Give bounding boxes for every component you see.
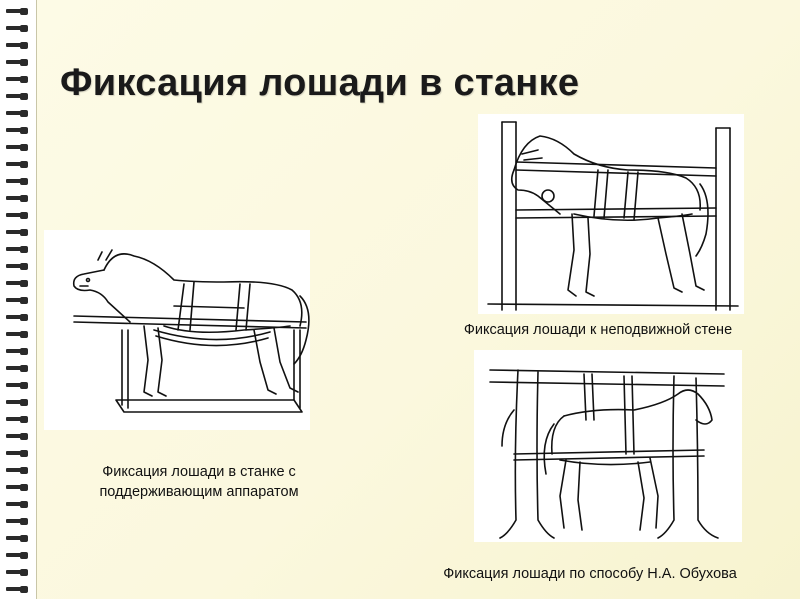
binding-ring bbox=[6, 569, 28, 577]
figure-obukhov-method bbox=[474, 350, 742, 542]
binding-ring bbox=[6, 365, 28, 373]
spiral-binding bbox=[0, 0, 34, 599]
binding-ring bbox=[6, 297, 28, 305]
binding-ring bbox=[6, 450, 28, 458]
binding-ring bbox=[6, 552, 28, 560]
binding-ring bbox=[6, 93, 28, 101]
horse-wall-illustration bbox=[478, 114, 744, 314]
binding-ring bbox=[6, 263, 28, 271]
binding-ring bbox=[6, 144, 28, 152]
binding-ring bbox=[6, 110, 28, 118]
binding-ring bbox=[6, 467, 28, 475]
slide-title: Фиксация лошади в станке bbox=[60, 62, 580, 104]
horse-stanchion-illustration bbox=[44, 230, 310, 430]
binding-ring bbox=[6, 161, 28, 169]
binding-ring bbox=[6, 212, 28, 220]
binding-ring bbox=[6, 25, 28, 33]
binding-ring bbox=[6, 8, 28, 16]
binding-ring bbox=[6, 501, 28, 509]
binding-ring bbox=[6, 586, 28, 594]
binding-ring bbox=[6, 518, 28, 526]
figure-caption-stanchion: Фиксация лошади в станке с поддерживающим аппаратом bbox=[99, 464, 299, 500]
binding-ring bbox=[6, 178, 28, 186]
figure-caption-wall: Фиксация лошади к неподвижной стене bbox=[463, 322, 733, 338]
binding-ring bbox=[6, 59, 28, 67]
binding-ring bbox=[6, 535, 28, 543]
binding-ring bbox=[6, 127, 28, 135]
binding-ring bbox=[6, 331, 28, 339]
binding-ring bbox=[6, 42, 28, 50]
binding-ring bbox=[6, 399, 28, 407]
binding-ring bbox=[6, 382, 28, 390]
binding-ring bbox=[6, 246, 28, 254]
binding-ring bbox=[6, 348, 28, 356]
binding-ring bbox=[6, 229, 28, 237]
figure-stanchion-support bbox=[44, 230, 310, 430]
binding-ring bbox=[6, 195, 28, 203]
binding-ring bbox=[6, 280, 28, 288]
binding-ring bbox=[6, 314, 28, 322]
figure-fixed-wall bbox=[478, 114, 744, 314]
binding-ring bbox=[6, 433, 28, 441]
binding-ring bbox=[6, 416, 28, 424]
horse-obukhov-illustration bbox=[474, 350, 742, 542]
figure-caption-obukhov: Фиксация лошади по способу Н.А. Обухова bbox=[443, 566, 737, 582]
binding-ring bbox=[6, 484, 28, 492]
binding-ring bbox=[6, 76, 28, 84]
